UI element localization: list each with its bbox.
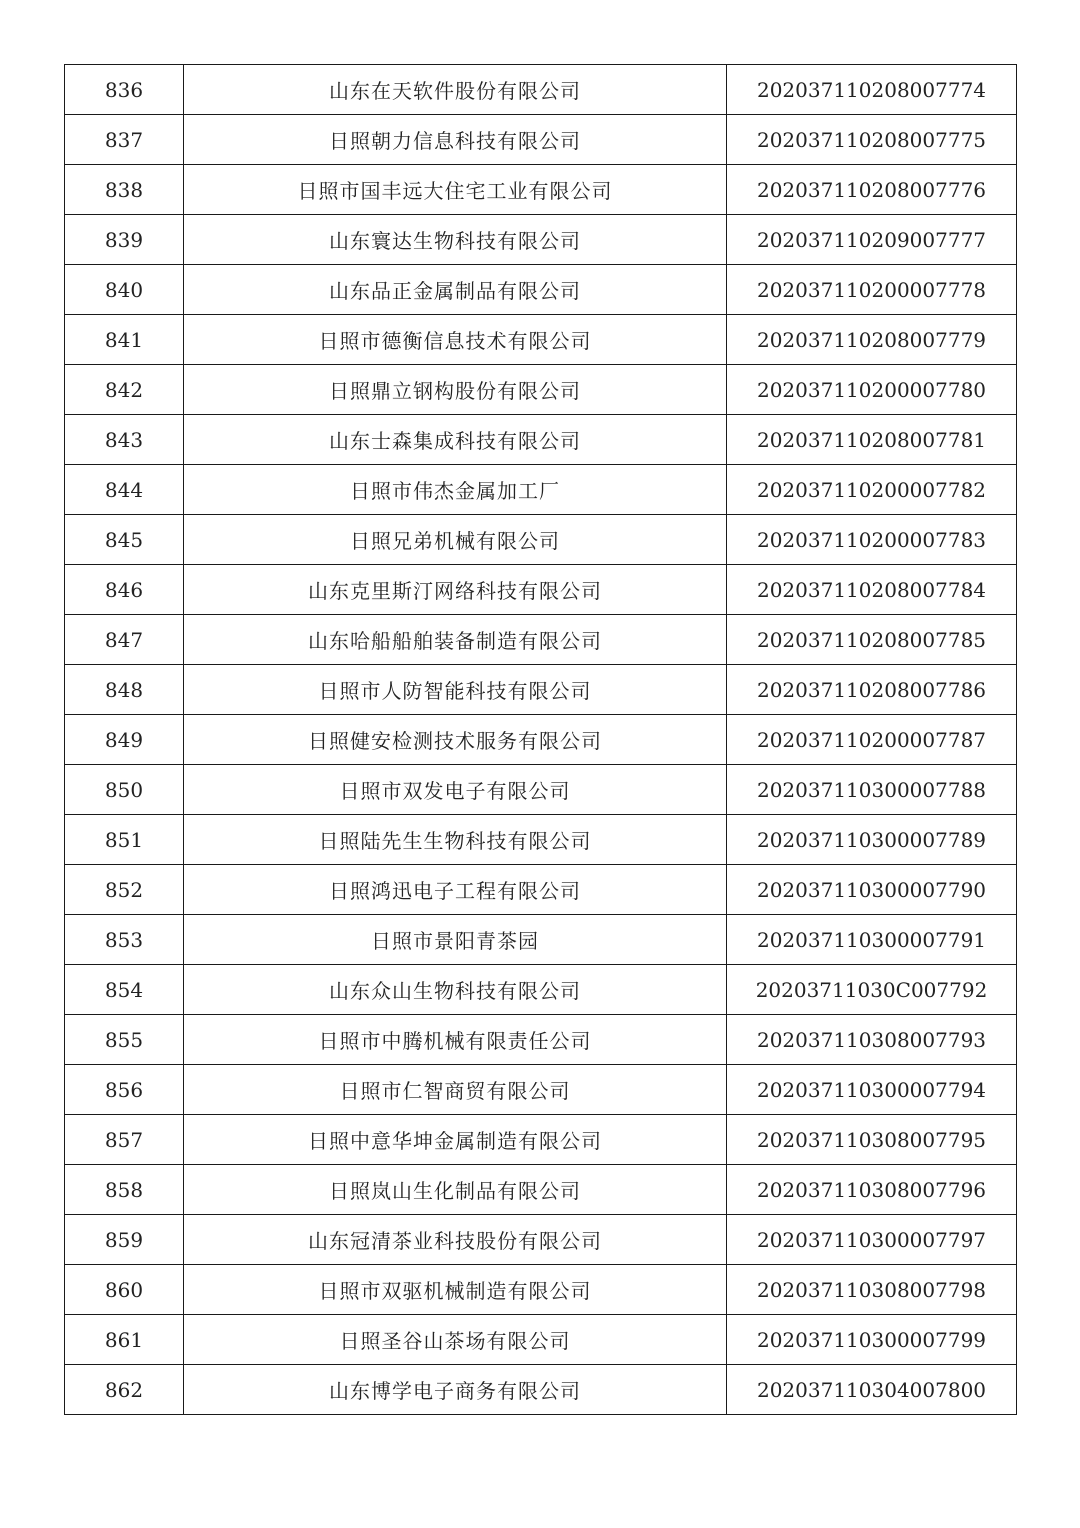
company-name-cell: 日照市伟杰金属加工厂: [184, 465, 727, 515]
company-name-cell: 日照中意华坤金属制造有限公司: [184, 1115, 727, 1165]
registration-code-cell: 202037110300007788: [727, 765, 1017, 815]
company-name-cell: 日照市双驱机械制造有限公司: [184, 1265, 727, 1315]
registry-table: [64, 64, 1017, 1415]
company-name-cell: 日照鸿迅电子工程有限公司: [184, 865, 727, 915]
row-index-cell: 838: [65, 165, 184, 215]
row-index-cell: 859: [65, 1215, 184, 1265]
company-name-cell: 山东博学电子商务有限公司: [184, 1365, 727, 1415]
table-row: [65, 1215, 1017, 1265]
registration-code-cell: 202037110208007779: [727, 315, 1017, 365]
company-name-cell: 日照兄弟机械有限公司: [184, 515, 727, 565]
company-name-cell: 山东品正金属制品有限公司: [184, 265, 727, 315]
registration-code-cell: 202037110200007787: [727, 715, 1017, 765]
row-index-cell: 847: [65, 615, 184, 665]
registration-code-cell: 202037110208007786: [727, 665, 1017, 715]
table-row: [65, 1065, 1017, 1115]
registration-code-cell: 202037110200007782: [727, 465, 1017, 515]
registration-code-cell: 202037110208007776: [727, 165, 1017, 215]
company-name-cell: 日照市德衡信息技术有限公司: [184, 315, 727, 365]
table-row: [65, 365, 1017, 415]
table-row: [65, 265, 1017, 315]
row-index-cell: 853: [65, 915, 184, 965]
company-name-cell: 日照陆先生生物科技有限公司: [184, 815, 727, 865]
table-row: [65, 215, 1017, 265]
registration-code-cell: 202037110300007791: [727, 915, 1017, 965]
table-row: [65, 315, 1017, 365]
table-row: [65, 515, 1017, 565]
company-name-cell: 日照市双发电子有限公司: [184, 765, 727, 815]
registration-code-cell: 202037110308007795: [727, 1115, 1017, 1165]
company-name-cell: 日照圣谷山茶场有限公司: [184, 1315, 727, 1365]
row-index-cell: 840: [65, 265, 184, 315]
row-index-cell: 837: [65, 115, 184, 165]
registration-code-cell: 202037110300007790: [727, 865, 1017, 915]
registration-code-cell: 202037110200007780: [727, 365, 1017, 415]
table-row: [65, 1115, 1017, 1165]
row-index-cell: 854: [65, 965, 184, 1015]
registration-code-cell: 202037110300007794: [727, 1065, 1017, 1115]
row-index-cell: 848: [65, 665, 184, 715]
table-row: [65, 115, 1017, 165]
row-index-cell: 845: [65, 515, 184, 565]
table-row: [65, 965, 1017, 1015]
row-index-cell: 839: [65, 215, 184, 265]
row-index-cell: 849: [65, 715, 184, 765]
registration-code-cell: 202037110208007781: [727, 415, 1017, 465]
table-row: [65, 1165, 1017, 1215]
company-name-cell: 山东哈船船舶装备制造有限公司: [184, 615, 727, 665]
row-index-cell: 856: [65, 1065, 184, 1115]
company-name-cell: 山东寰达生物科技有限公司: [184, 215, 727, 265]
registry-table-body: [65, 65, 1017, 1415]
row-index-cell: 852: [65, 865, 184, 915]
table-row: [65, 465, 1017, 515]
registration-code-cell: 202037110200007778: [727, 265, 1017, 315]
registration-code-cell: 202037110208007784: [727, 565, 1017, 615]
table-row: [65, 1315, 1017, 1365]
registration-code-cell: 202037110308007796: [727, 1165, 1017, 1215]
registration-code-cell: 202037110300007789: [727, 815, 1017, 865]
row-index-cell: 861: [65, 1315, 184, 1365]
registration-code-cell: 202037110208007785: [727, 615, 1017, 665]
company-name-cell: 山东冠清茶业科技股份有限公司: [184, 1215, 727, 1265]
company-name-cell: 山东在天软件股份有限公司: [184, 65, 727, 115]
table-row: [65, 1015, 1017, 1065]
company-name-cell: 日照市中腾机械有限责任公司: [184, 1015, 727, 1065]
row-index-cell: 857: [65, 1115, 184, 1165]
row-index-cell: 844: [65, 465, 184, 515]
table-row: [65, 615, 1017, 665]
registration-code-cell: 202037110300007799: [727, 1315, 1017, 1365]
table-row: [65, 65, 1017, 115]
table-row: [65, 1265, 1017, 1315]
company-name-cell: 日照朝力信息科技有限公司: [184, 115, 727, 165]
registration-code-cell: 202037110208007774: [727, 65, 1017, 115]
registration-code-cell: 20203711030C007792: [727, 965, 1017, 1015]
table-row: [65, 415, 1017, 465]
row-index-cell: 846: [65, 565, 184, 615]
company-name-cell: 山东士森集成科技有限公司: [184, 415, 727, 465]
table-row: [65, 665, 1017, 715]
table-row: [65, 1365, 1017, 1415]
row-index-cell: 851: [65, 815, 184, 865]
registration-code-cell: 202037110209007777: [727, 215, 1017, 265]
registration-code-cell: 202037110308007793: [727, 1015, 1017, 1065]
table-row: [65, 915, 1017, 965]
company-name-cell: 日照岚山生化制品有限公司: [184, 1165, 727, 1215]
table-row: [65, 165, 1017, 215]
table-row: [65, 715, 1017, 765]
registration-code-cell: 202037110200007783: [727, 515, 1017, 565]
company-name-cell: 日照鼎立钢构股份有限公司: [184, 365, 727, 415]
company-name-cell: 日照市人防智能科技有限公司: [184, 665, 727, 715]
table-row: [65, 765, 1017, 815]
row-index-cell: 841: [65, 315, 184, 365]
table-row: [65, 865, 1017, 915]
row-index-cell: 860: [65, 1265, 184, 1315]
row-index-cell: 858: [65, 1165, 184, 1215]
registration-code-cell: 202037110308007798: [727, 1265, 1017, 1315]
company-name-cell: 日照市景阳青茶园: [184, 915, 727, 965]
company-name-cell: 日照市国丰远大住宅工业有限公司: [184, 165, 727, 215]
table-row: [65, 815, 1017, 865]
company-name-cell: 日照市仁智商贸有限公司: [184, 1065, 727, 1115]
row-index-cell: 842: [65, 365, 184, 415]
company-name-cell: 山东克里斯汀网络科技有限公司: [184, 565, 727, 615]
company-name-cell: 山东众山生物科技有限公司: [184, 965, 727, 1015]
row-index-cell: 850: [65, 765, 184, 815]
company-name-cell: 日照健安检测技术服务有限公司: [184, 715, 727, 765]
row-index-cell: 843: [65, 415, 184, 465]
registration-code-cell: 202037110208007775: [727, 115, 1017, 165]
registration-code-cell: 202037110304007800: [727, 1365, 1017, 1415]
registration-code-cell: 202037110300007797: [727, 1215, 1017, 1265]
row-index-cell: 862: [65, 1365, 184, 1415]
row-index-cell: 855: [65, 1015, 184, 1065]
table-row: [65, 565, 1017, 615]
row-index-cell: 836: [65, 65, 184, 115]
